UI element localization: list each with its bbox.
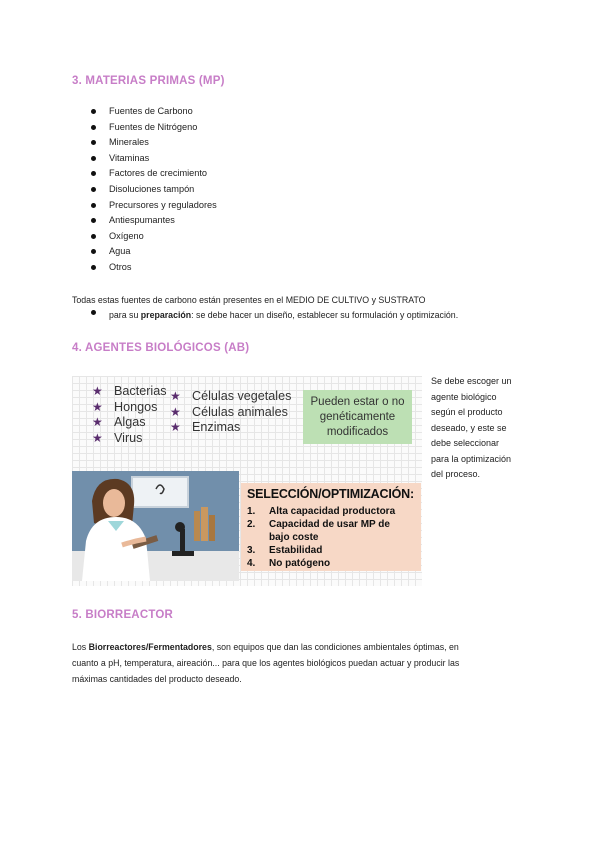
star-icon: ★ — [92, 399, 103, 414]
star-icon: ★ — [170, 404, 181, 419]
biological-agents-infographic — [72, 376, 422, 586]
list-item: Fuentes de Carbono — [72, 104, 217, 120]
bullet-icon — [91, 109, 96, 114]
list-item: Antiespumantes — [72, 213, 217, 229]
section-4-heading: 4. AGENTES BIOLÓGICOS (AB) — [72, 342, 250, 354]
list-item: 1. Alta capacidad productora — [247, 506, 396, 517]
list-item: Oxígeno — [72, 229, 217, 245]
list-item: Otros — [72, 260, 217, 276]
bullet-icon — [91, 310, 96, 315]
star-icon: ★ — [92, 384, 103, 398]
list-item: Vitaminas — [72, 151, 217, 167]
section-5-heading: 5. BIORREACTOR — [72, 609, 173, 621]
bullet-icon — [91, 140, 96, 145]
preparation-bullet: para su preparación: se debe hacer un diseño, establecer su formulación y optimización. — [109, 310, 459, 320]
raw-materials-list — [72, 104, 217, 276]
section-3-heading: 3. MATERIAS PRIMAS (MP) — [72, 75, 225, 87]
star-icon: ★ — [170, 420, 181, 434]
bullet-icon — [91, 156, 96, 161]
bullet-icon — [91, 249, 96, 254]
bullet-icon — [91, 171, 96, 176]
list-item: Precursores y reguladores — [72, 198, 217, 214]
selection-title: SELECCIÓN/OPTIMIZACIÓN: — [247, 487, 414, 501]
bullet-icon — [91, 265, 96, 270]
star-icon: ★ — [92, 430, 103, 445]
star-icon: ★ — [92, 415, 103, 429]
list-item: ★ Hongos — [92, 399, 158, 414]
selection-list — [247, 505, 409, 570]
list-item: Factores de crecimiento — [72, 166, 217, 182]
list-item: Disoluciones tampón — [72, 182, 217, 198]
list-item: ★ Enzimas — [170, 420, 241, 434]
list-item: Minerales — [72, 135, 217, 151]
list-item: ★ Células animales — [170, 404, 288, 419]
list-item: ★ Virus — [92, 430, 143, 445]
list-item: Fuentes de Nitrógeno — [72, 120, 217, 136]
bullet-icon — [91, 218, 96, 223]
scientist-illustration — [72, 471, 239, 581]
list-item: 4. No patógeno — [247, 558, 331, 569]
list-item: ★ Algas — [92, 415, 146, 429]
list-item: 2. Capacidad de usar MP de bajo coste — [247, 519, 390, 543]
agents-list-col2 — [170, 389, 291, 436]
bullet-icon — [91, 187, 96, 192]
star-icon: ★ — [170, 389, 181, 403]
agent-selection-note: Se debe escoger un agente biológico según el producto deseado, y este se debe seleccionar para la optimización del proceso. — [431, 376, 512, 479]
bioreactor-paragraph-line-2: cuanto a pH, temperatura, aireación... para que los agentes biológicos puedan actuar y producir las — [72, 658, 460, 668]
bioreactor-paragraph-line-1: Los Biorreactores/Fermentadores, son equipos que dan las condiciones ambientales óptimas, en — [72, 642, 459, 652]
list-item: ★ Células vegetales — [170, 389, 292, 403]
culture-medium-paragraph: Todas estas fuentes de carbono están presentes en el MEDIO DE CULTIVO y SUSTRATO — [72, 295, 426, 305]
bullet-icon — [91, 234, 96, 239]
gmo-note-box: Pueden estar o no genéticamente modificados — [303, 390, 412, 444]
list-item: 3. Estabilidad — [247, 545, 323, 556]
list-item: ★ Bacterias — [92, 384, 167, 398]
bullet-icon — [91, 125, 96, 130]
agents-list-col1 — [92, 384, 167, 446]
bullet-icon — [91, 203, 96, 208]
bioreactor-paragraph-line-3: máximas cantidades del producto deseado. — [72, 674, 242, 684]
list-item: Agua — [72, 244, 217, 260]
selection-box — [241, 483, 421, 571]
